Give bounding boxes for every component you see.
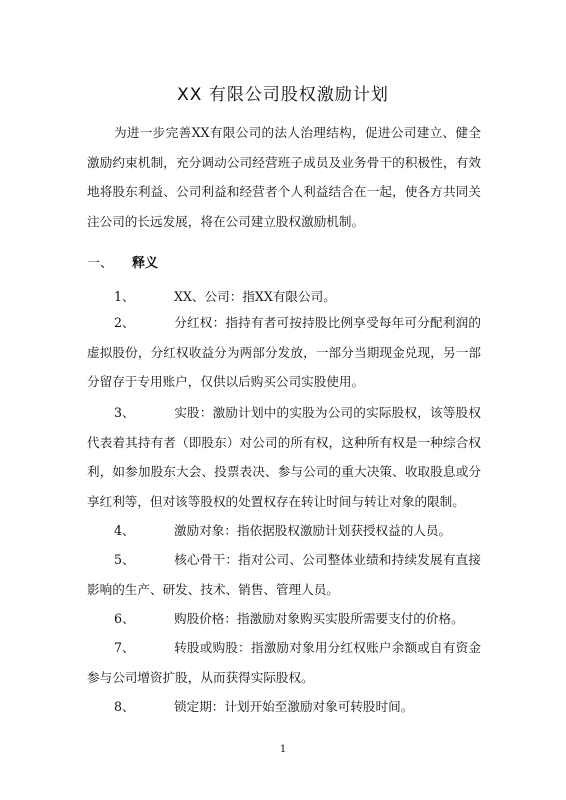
definition-item — [87, 604, 481, 634]
item-text: 分红权：指持有者可按持股比例享受每年可分配利润的虚拟股份，分红权收益分为两部分发放，一部分当期现金兑现，另一部分留存于专用账户，仅供以后购买公司实股使用。 — [87, 315, 481, 389]
item-text: 激励对象：指依据股权激励计划获授权益的人员。 — [174, 523, 452, 538]
section-number: 一、 — [87, 256, 114, 271]
item-text: 实股：激励计划中的实股为公司的实际股权，该等股权代表着其持有者（即股东）对公司的所有权，这种所有权是一种综合权利，如参加股东大会、投票表决、参与公司的重大决策、收取股息或分享红利等，但对该等股权的处置权存在转让时间与转让对象的限制。 — [87, 405, 481, 509]
item-number: 8、 — [114, 699, 135, 714]
section-heading — [87, 254, 158, 274]
item-number: 5、 — [114, 552, 135, 567]
item-text: 转股或购股：指激励对象用分红权账户余额或自有资金参与公司增资扩股，从而获得实际股权。 — [87, 640, 481, 685]
definition-item — [87, 308, 481, 397]
definition-item — [87, 516, 481, 546]
item-number: 6、 — [114, 611, 135, 626]
item-number: 2、 — [114, 315, 135, 330]
section-title: 释义 — [132, 256, 159, 271]
item-text: 购股价格：指激励对象购买实股所需要支付的价格。 — [174, 611, 464, 626]
item-number: 4、 — [114, 523, 135, 538]
item-text: XX、公司：指XX有限公司。 — [174, 289, 336, 304]
item-text: 核心骨干：指对公司、公司整体业绩和持续发展有直接影响的生产、研发、技术、销售、管理人员。 — [87, 552, 481, 597]
definition-item — [87, 545, 481, 604]
document-title: XX 有限公司股权激励计划 — [177, 85, 389, 105]
item-number: 7、 — [114, 640, 135, 655]
item-number: 1、 — [114, 289, 135, 304]
page-number: 1 — [279, 744, 287, 755]
item-text: 锁定期：计划开始至激励对象可转股时间。 — [174, 699, 414, 714]
intro-paragraph: 为进一步完善XX有限公司的法人治理结构，促进公司建立、健全激励约束机制，充分调动公司经营班子成员及业务骨干的积极性，有效地将股东利益、公司利益和经营者个人利益结合在一起，使各方共同关注公司的长远发展，将在公司建立股权激励机制。 — [87, 125, 481, 229]
definition-item — [87, 633, 481, 692]
definition-item — [87, 692, 481, 722]
definition-item — [87, 398, 481, 516]
item-number: 3、 — [114, 405, 135, 420]
